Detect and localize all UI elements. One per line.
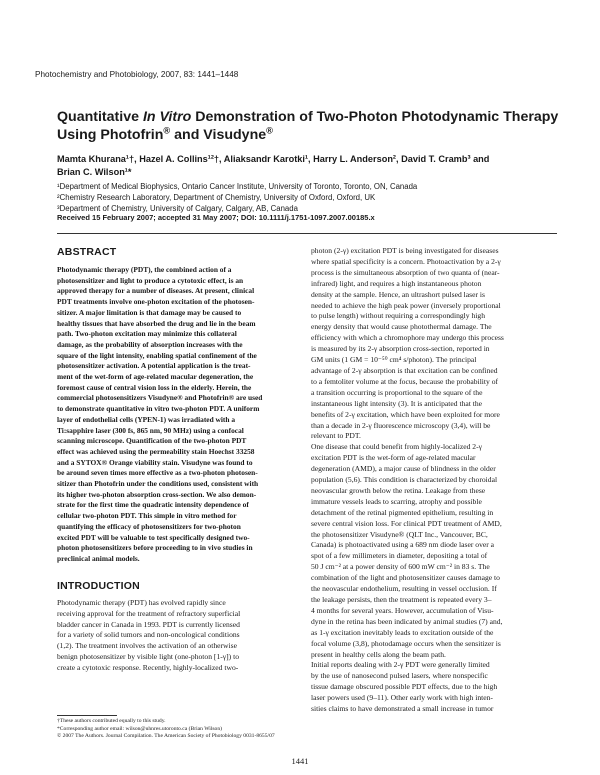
body-line: 4 months for several years. However, accumulation of Visu- <box>311 605 494 615</box>
right-column <box>311 246 547 715</box>
title-line-1 <box>57 108 557 126</box>
title-line-2 <box>57 126 557 144</box>
body-line: by the use of nanosecond pulsed lasers, where nonspecific <box>311 671 488 681</box>
affiliation: ¹Department of Medical Biophysics, Ontario Cancer Institute, University of Toronto, Toronto, ON, Canada <box>57 182 418 191</box>
affiliations <box>57 182 557 214</box>
body-line: infrared) light, and requires a high instantaneous photon <box>311 278 482 288</box>
abstract-line: photon photosensitizers before proceeding to in vivo studies in <box>57 543 253 553</box>
body-line: to a femtoliter volume at the focus, because the probability of <box>311 376 499 386</box>
footnote: *Corresponding author email: wilson@uhnres.utoronto.ca (Brian Wilson) <box>57 725 222 732</box>
body-line: the leakage persists, then the treatment is repeated every 3– <box>311 595 492 604</box>
abstract-heading: ABSTRACT <box>57 246 117 258</box>
abstract-line: sitizer. A major limitation is that damage may be caused to <box>57 307 242 317</box>
title-text: Demonstration of Two-Photon Photodynamic Therapy <box>191 109 559 125</box>
introduction-heading: INTRODUCTION <box>57 579 140 592</box>
abstract-line: foremost cause of central vision loss in the elderly. Herein, the <box>57 382 252 392</box>
abstract-line: path. Two-photon excitation may minimize this collateral <box>57 329 237 339</box>
introduction-line: bladder cancer in Canada in 1993. PDT is currently licensed <box>57 619 240 629</box>
body-line: as 1-γ excitation inevitably leads to excitation outside of the <box>311 627 494 637</box>
abstract-line: ment of the wet-form of age-related macular degeneration, the <box>57 372 254 382</box>
abstract-text <box>57 265 293 565</box>
registered-mark: ® <box>163 125 171 136</box>
introduction-line: benign photosensitizer by visible light (one-photon [1-γ]) to <box>57 652 239 662</box>
abstract-line: cellular two-photon PDT. This simple in vitro method for <box>57 511 237 521</box>
abstract-line: effect was achieved using the permeability stain Hoechst 33258 <box>57 446 255 456</box>
abstract-line: square of the light intensity, enabling spatial confinement of the <box>57 350 257 360</box>
registered-mark: ® <box>266 125 273 136</box>
article-title <box>57 108 557 144</box>
footnotes <box>57 718 293 741</box>
body-line: excitation PDT is the wet-form of age-related macular <box>311 453 476 463</box>
abstract-line: excited PDT will be valuable to test specifically designed two- <box>57 532 250 542</box>
introduction-line: receiving approval for the treatment of refractory superficial <box>57 608 241 618</box>
affiliation: ²Chemistry Research Laboratory, Department of Chemistry, University of Oxford, Oxford, UK <box>57 192 376 202</box>
body-line: degeneration (AMD), a major cause of blindness in the older <box>311 464 496 474</box>
body-line: combination of the light and photosensitizer causes damage to <box>311 573 500 583</box>
left-column <box>57 246 293 674</box>
body-line: needed to achieve the high peak power (inversely proportional <box>311 300 501 310</box>
body-line: relevant to PDT. <box>311 431 361 441</box>
body-line: severe central vision loss. For clinical PDT treatment of AMD, <box>311 518 502 528</box>
body-line: spot of a few millimeters in diameter, depositing a total of <box>311 551 488 561</box>
body-line: process is the simultaneous absorption of two quanta of (near- <box>311 267 500 277</box>
body-line: detachment of the retinal pigmented epithelium, resulting in <box>311 507 494 517</box>
title-text: and Visudyne <box>170 127 267 144</box>
abstract-line: be around seven times more effective as a two-photon photosen- <box>57 468 258 478</box>
introduction-line: Photodynamic therapy (PDT) has evolved rapidly since <box>57 597 226 607</box>
abstract-line: photosensitizer activation. A potential application is the treat- <box>57 361 251 371</box>
body-line: dyne in the retina has been indicated by animal studies (7) and, <box>311 616 503 626</box>
author-line: Brian C. Wilson¹* <box>57 167 132 178</box>
abstract-line: preclinical animal models. <box>57 553 140 563</box>
body-line: Initial reports dealing with 2-γ PDT were generally limited <box>311 660 490 670</box>
abstract-line: damage, as the probability of absorption increases with the <box>57 339 243 349</box>
abstract-line: quantifying the efficacy of photosensitizers for two-photon <box>57 521 241 531</box>
page-number: 1441 <box>291 756 309 766</box>
body-line: than a decade in 2-γ fluorescence microscopy (3,4), will be <box>311 420 491 430</box>
abstract-line: healthy tissues that have absorbed the drug and lie in the beam <box>57 318 256 328</box>
body-line: One disease that could benefit from highly-localized 2-γ <box>311 442 482 452</box>
footnote-divider <box>57 715 117 716</box>
body-line: photon (2-γ) excitation PDT is being investigated for diseases <box>311 246 499 255</box>
body-text <box>311 246 547 715</box>
title-text: Using Photofrin <box>57 127 164 144</box>
introduction-line: for a variety of solid tumors and non-oncological conditions <box>57 630 240 640</box>
abstract-line: and a SYTOX® Orange viability stain. Visudyne was found to <box>57 457 253 467</box>
introduction-line: create a cytotoxic response. Recently, highly-localized two- <box>57 663 239 673</box>
title-text: Quantitative <box>57 109 143 125</box>
body-line: is measured by its 2-γ absorption cross-section, reported in <box>311 344 490 354</box>
body-line: the photosensitizer Visudyne® (QLT Inc., Vancouver, BC, <box>311 529 488 539</box>
abstract-line: Ti:sapphire laser (300 fs, 865 nm, 90 MHz) using a confocal <box>57 425 244 435</box>
body-line: benefits of 2-γ excitation, which have been exploited for more <box>311 409 500 419</box>
body-line: instantaneous light intensity (3). It is anticipated that the <box>311 398 483 408</box>
abstract-line: to demonstrate quantitative in vitro two-photon PDT. A uniform <box>57 404 260 414</box>
abstract-line: PDT treatments involve one-photon excitation of the photosen- <box>57 297 255 307</box>
body-line: where spatial specificity is a concern. Photoactivation by a 2-γ <box>311 256 501 266</box>
received-dates: Received 15 February 2007; accepted 31 May 2007; DOI: 10.1111/j.1751-1097.2007.00185.x <box>57 213 375 222</box>
body-line: present in healthy cells along the beam path. <box>311 649 446 659</box>
body-line: focal volume (3,8), photodamage occurs when the sensitizer is <box>311 638 501 648</box>
body-line: the neovascular endothelium, resulting in vessel occlusion. If <box>311 584 497 594</box>
body-line: laser powers used (9–11). Other early work with high inten- <box>311 693 493 703</box>
body-line: population (5,6). This condition is characterized by choroidal <box>311 475 498 485</box>
footnote: †These authors contributed equally to this study. <box>57 718 166 724</box>
abstract-line: Photodynamic therapy (PDT), the combined action of a <box>57 265 232 274</box>
body-line: Canada) is photoactivated using a 689 nm diode laser over a <box>311 540 495 550</box>
body-line: a transition occurring is proportional to the square of the <box>311 387 483 397</box>
body-line: to pulse length) without requiring a correspondingly high <box>311 311 485 321</box>
introduction-line: (1,2). The treatment involves the activation of an otherwise <box>57 641 237 651</box>
introduction-text <box>57 598 293 674</box>
abstract-line: commercial photosensitizers Visudyne® and Photofrin® are used <box>57 393 263 403</box>
abstract-line: strate for the first time the quadratic intensity dependence of <box>57 500 249 510</box>
author-line: Mamta Khurana¹†, Hazel A. Collins¹²†, Aliaksandr Karotki¹, Harry L. Anderson², David T. Cramb³ and <box>57 154 490 164</box>
body-line: neovascular growth below the retina. Leakage from these <box>311 485 486 495</box>
body-line: GM units (1 GM = 10⁻⁵⁰ cm⁴ s/photon). The principal <box>311 355 477 365</box>
body-line: 50 J cm⁻² at a power density of 600 mW cm⁻² in 83 s. The <box>311 562 490 572</box>
body-line: tissue damage obscured possible PDT effects, due to the high <box>311 682 498 692</box>
affiliation: ³Department of Chemistry, University of Calgary, Calgary, AB, Canada <box>57 203 298 213</box>
journal-citation: Photochemistry and Photobiology, 2007, 83: 1441–1448 <box>35 70 239 79</box>
abstract-line: scanning microscope. Quantification of the two-photon PDT <box>57 436 247 446</box>
abstract-line: approved therapy for a number of diseases. At present, clinical <box>57 286 255 296</box>
body-line: advantage of 2-γ absorption is that excitation can be confined <box>311 365 498 375</box>
abstract-line: its higher two-photon absorption cross-section. We also demon- <box>57 489 257 499</box>
author-list <box>57 153 557 180</box>
abstract-line: photosensitizer and light to produce a cytotoxic effect, is an <box>57 275 244 285</box>
abstract-line: sitizer than Photofrin under the conditions used, consistent with <box>57 479 259 489</box>
body-line: energy density that would cause photothermal damage. The <box>311 322 492 332</box>
body-line: density at the sample. Hence, an ultrashort pulsed laser is <box>311 289 485 299</box>
header-divider <box>57 233 557 234</box>
footnote: © 2007 The Authors. Journal Compilation. The American Society of Photobiology 0031-8655/07 <box>57 733 275 740</box>
title-italic: In Vitro <box>142 109 192 125</box>
body-line: immature vessels leads to scarring, atrophy and possible <box>311 496 482 506</box>
body-line: efficiency with which a chromophore may undergo this process <box>311 333 504 343</box>
body-line: sities claims to have demonstrated a small increase in tumor <box>311 704 494 714</box>
abstract-line: layer of endothelial cells (YPEN-1) was irradiated with a <box>57 414 236 424</box>
